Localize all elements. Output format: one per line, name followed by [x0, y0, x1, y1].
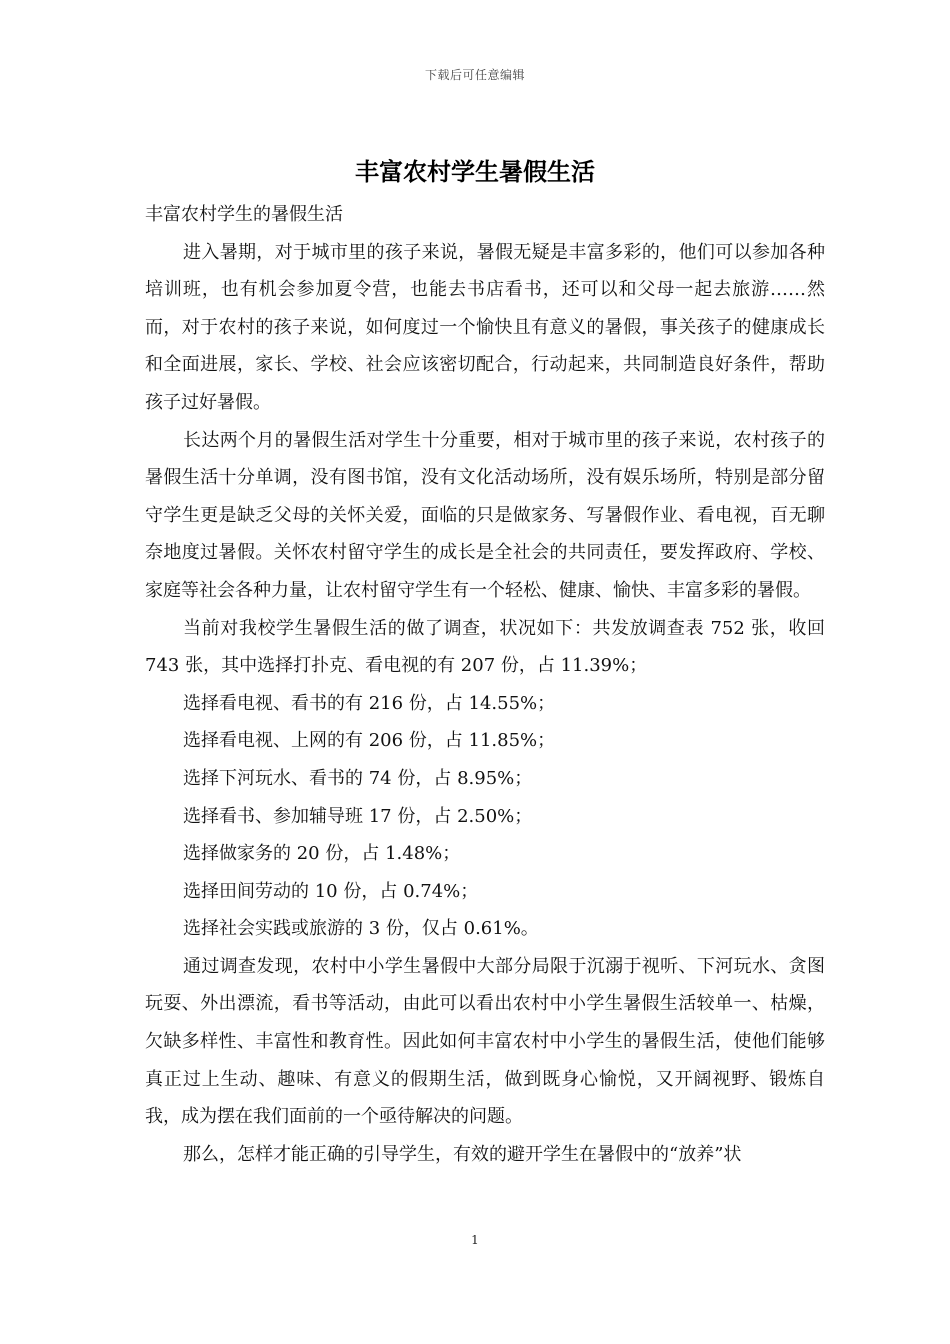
document-title: 丰富农村学生暑假生活 — [355, 158, 595, 186]
survey-item: 选择下河玩水、看书的 74 份，占 8.95%； — [183, 767, 533, 789]
subtitle: 丰富农村学生的暑假生活 — [145, 204, 343, 225]
survey-item: 选择看电视、上网的有 206 份，占 11.85%； — [183, 730, 556, 752]
survey-item: 选择社会实践或旅游的 3 份，仅占 0.61%。 — [183, 918, 539, 940]
paragraph-intro: 进入暑期，对于城市里的孩子来说，暑假无疑是丰富多彩的，他们可以参加各种培训班，也有机会参加夏令营，也能去书店看书，还可以和父母一起去旅游……然而，对于农村的孩子来说，如何度过一个愉快且有意义的暑假，事关孩子的健康成长和全面进展，家长、学校、社会应该密切配合，行动起来，共同制造良好条件，帮助孩子过好暑假。 — [145, 241, 825, 413]
paragraph-question: 那么，怎样才能正确的引导学生，有效的避开学生在暑假中的“放养”状 — [183, 1143, 742, 1165]
paragraph-background: 长达两个月的暑假生活对学生十分重要，相对于城市里的孩子来说，农村孩子的暑假生活十分单调，没有图书馆，没有文化活动场所，没有娱乐场所，特别是部分留守学生更是缺乏父母的关怀关爱，面临的只是做家务、写暑假作业、看电视，百无聊奈地度过暑假。关怀农村留守学生的成长是全社会的共同责任，要发挥政府、学校、家庭等社会各种力量，让农村留守学生有一个轻松、健康、愉快、丰富多彩的暑假。 — [145, 429, 825, 601]
page-number: 1 — [471, 1233, 479, 1247]
survey-item: 选择看电视、看书的有 216 份，占 14.55%； — [183, 692, 556, 714]
survey-item: 选择田间劳动的 10 份，占 0.74%； — [183, 880, 479, 902]
document-body — [145, 196, 825, 1173]
survey-item: 选择看书、参加辅导班 17 份，占 2.50%； — [183, 805, 533, 827]
paragraph-findings: 通过调查发现，农村中小学生暑假中大部分局限于沉溺于视听、下河玩水、贪图玩耍、外出漂流，看书等活动，由此可以看出农村中小学生暑假生活较单一、枯燥，欠缺多样性、丰富性和教育性。因此如何丰富农村中小学生的暑假生活，使他们能够真正过上生动、趣味、有意义的假期生活，做到既身心愉悦，又开阔视野、锻炼自我，成为摆在我们面前的一个亟待解决的问题。 — [145, 955, 825, 1128]
survey-item: 选择做家务的 20 份，占 1.48%； — [183, 843, 461, 865]
paragraph-survey: 当前对我校学生暑假生活的做了调查，状况如下：共发放调查表 752 张，收回 743 张，其中选择打扑克、看电视的有 207 份，占 11.39%； — [145, 617, 825, 677]
header-note: 下载后可任意编辑 — [424, 68, 525, 82]
